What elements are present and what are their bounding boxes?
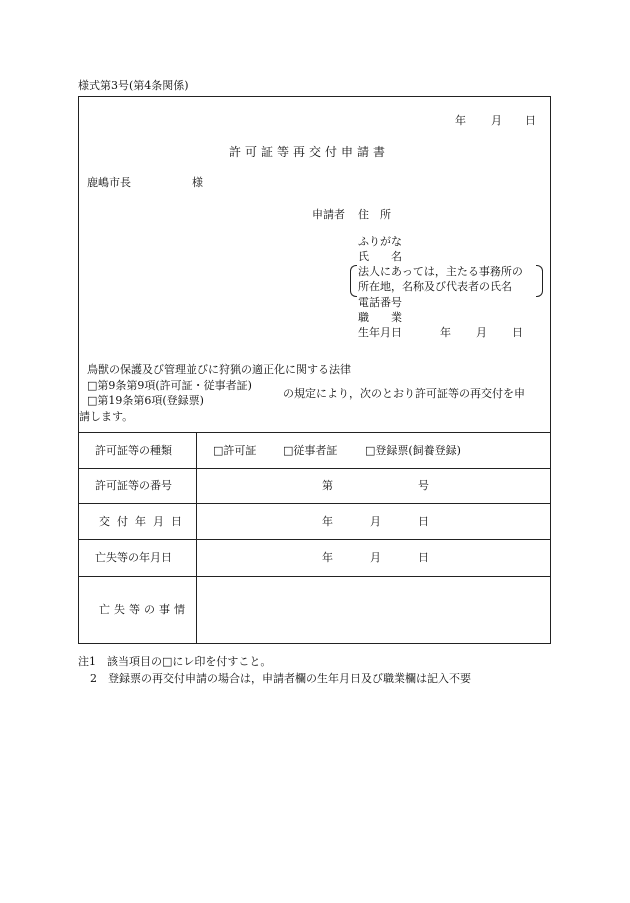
table-row-divider-4 — [79, 576, 550, 577]
name-label: 氏 名 — [358, 250, 402, 263]
loss-date-day: 日 — [418, 551, 429, 564]
law-sentence-line2: 請します。 — [79, 410, 134, 423]
corporation-note-line2: 所在地，名称及び代表者の氏名 — [358, 280, 512, 293]
applicant-heading: 申請者 — [312, 208, 345, 221]
issue-date-year: 年 — [322, 515, 333, 528]
law-name: 鳥獣の保護及び管理並びに狩猟の適正化に関する法律 — [87, 363, 351, 376]
corporation-note-line1: 法人にあっては，主たる事務所の — [358, 265, 523, 278]
kind-option-worker: □従事者証 — [283, 444, 338, 457]
row-number-label: 許可証等の番号 — [95, 479, 172, 492]
addressee-honorific: 様 — [192, 176, 203, 189]
table-column-divider — [196, 432, 197, 644]
bracket-left — [350, 265, 357, 297]
date-year-label: 年 — [455, 114, 466, 127]
issue-date-day: 日 — [418, 515, 429, 528]
note-2: 2 登録票の再交付申請の場合は，申請者欄の生年月日及び職業欄は記入不要 — [90, 672, 471, 685]
table-top-border — [79, 432, 550, 433]
table-row-divider-2 — [79, 503, 550, 504]
date-day-label: 日 — [525, 114, 536, 127]
number-suffix: 号 — [418, 479, 429, 492]
address-label: 住 所 — [358, 208, 391, 221]
birthdate-month: 月 — [476, 326, 487, 339]
row-loss-circumstances-label: 亡失等の事情 — [99, 603, 189, 616]
form-title: 許可証等再交付申請書 — [229, 145, 390, 159]
issue-date-month: 月 — [370, 515, 381, 528]
table-row-divider-1 — [79, 468, 550, 469]
bracket-right — [536, 265, 543, 297]
date-month-label: 月 — [491, 114, 502, 127]
birthdate-label: 生年月日 — [358, 326, 402, 339]
furigana-label: ふりがな — [358, 235, 402, 248]
row-kind-label: 許可証等の種類 — [95, 444, 172, 457]
kind-option-permit: □許可証 — [213, 444, 257, 457]
law-option-permit: □第9条第9項(許可証・従事者証) — [87, 379, 252, 392]
note-1: 注1 該当項目の□にレ印を付すこと。 — [78, 655, 272, 668]
row-issue-date-label: 交付年月日 — [99, 515, 189, 528]
application-form — [78, 96, 551, 644]
loss-date-year: 年 — [322, 551, 333, 564]
phone-label: 電話番号 — [358, 296, 402, 309]
kind-option-registration: □登録票(飼養登録) — [365, 444, 461, 457]
law-option-registration: □第19条第6項(登録票) — [87, 394, 204, 407]
loss-date-month: 月 — [370, 551, 381, 564]
birthdate-year: 年 — [440, 326, 451, 339]
corporation-note — [358, 265, 538, 295]
occupation-label: 職 業 — [358, 311, 402, 324]
number-prefix: 第 — [322, 479, 333, 492]
addressee-name: 鹿嶋市長 — [87, 176, 131, 189]
law-sentence-line1: の規定により，次のとおり許可証等の再交付を申 — [283, 387, 525, 400]
row-loss-date-label: 亡失等の年月日 — [95, 551, 172, 564]
birthdate-day: 日 — [512, 326, 523, 339]
form-number-label: 様式第3号(第4条関係) — [78, 79, 189, 92]
table-row-divider-3 — [79, 539, 550, 540]
